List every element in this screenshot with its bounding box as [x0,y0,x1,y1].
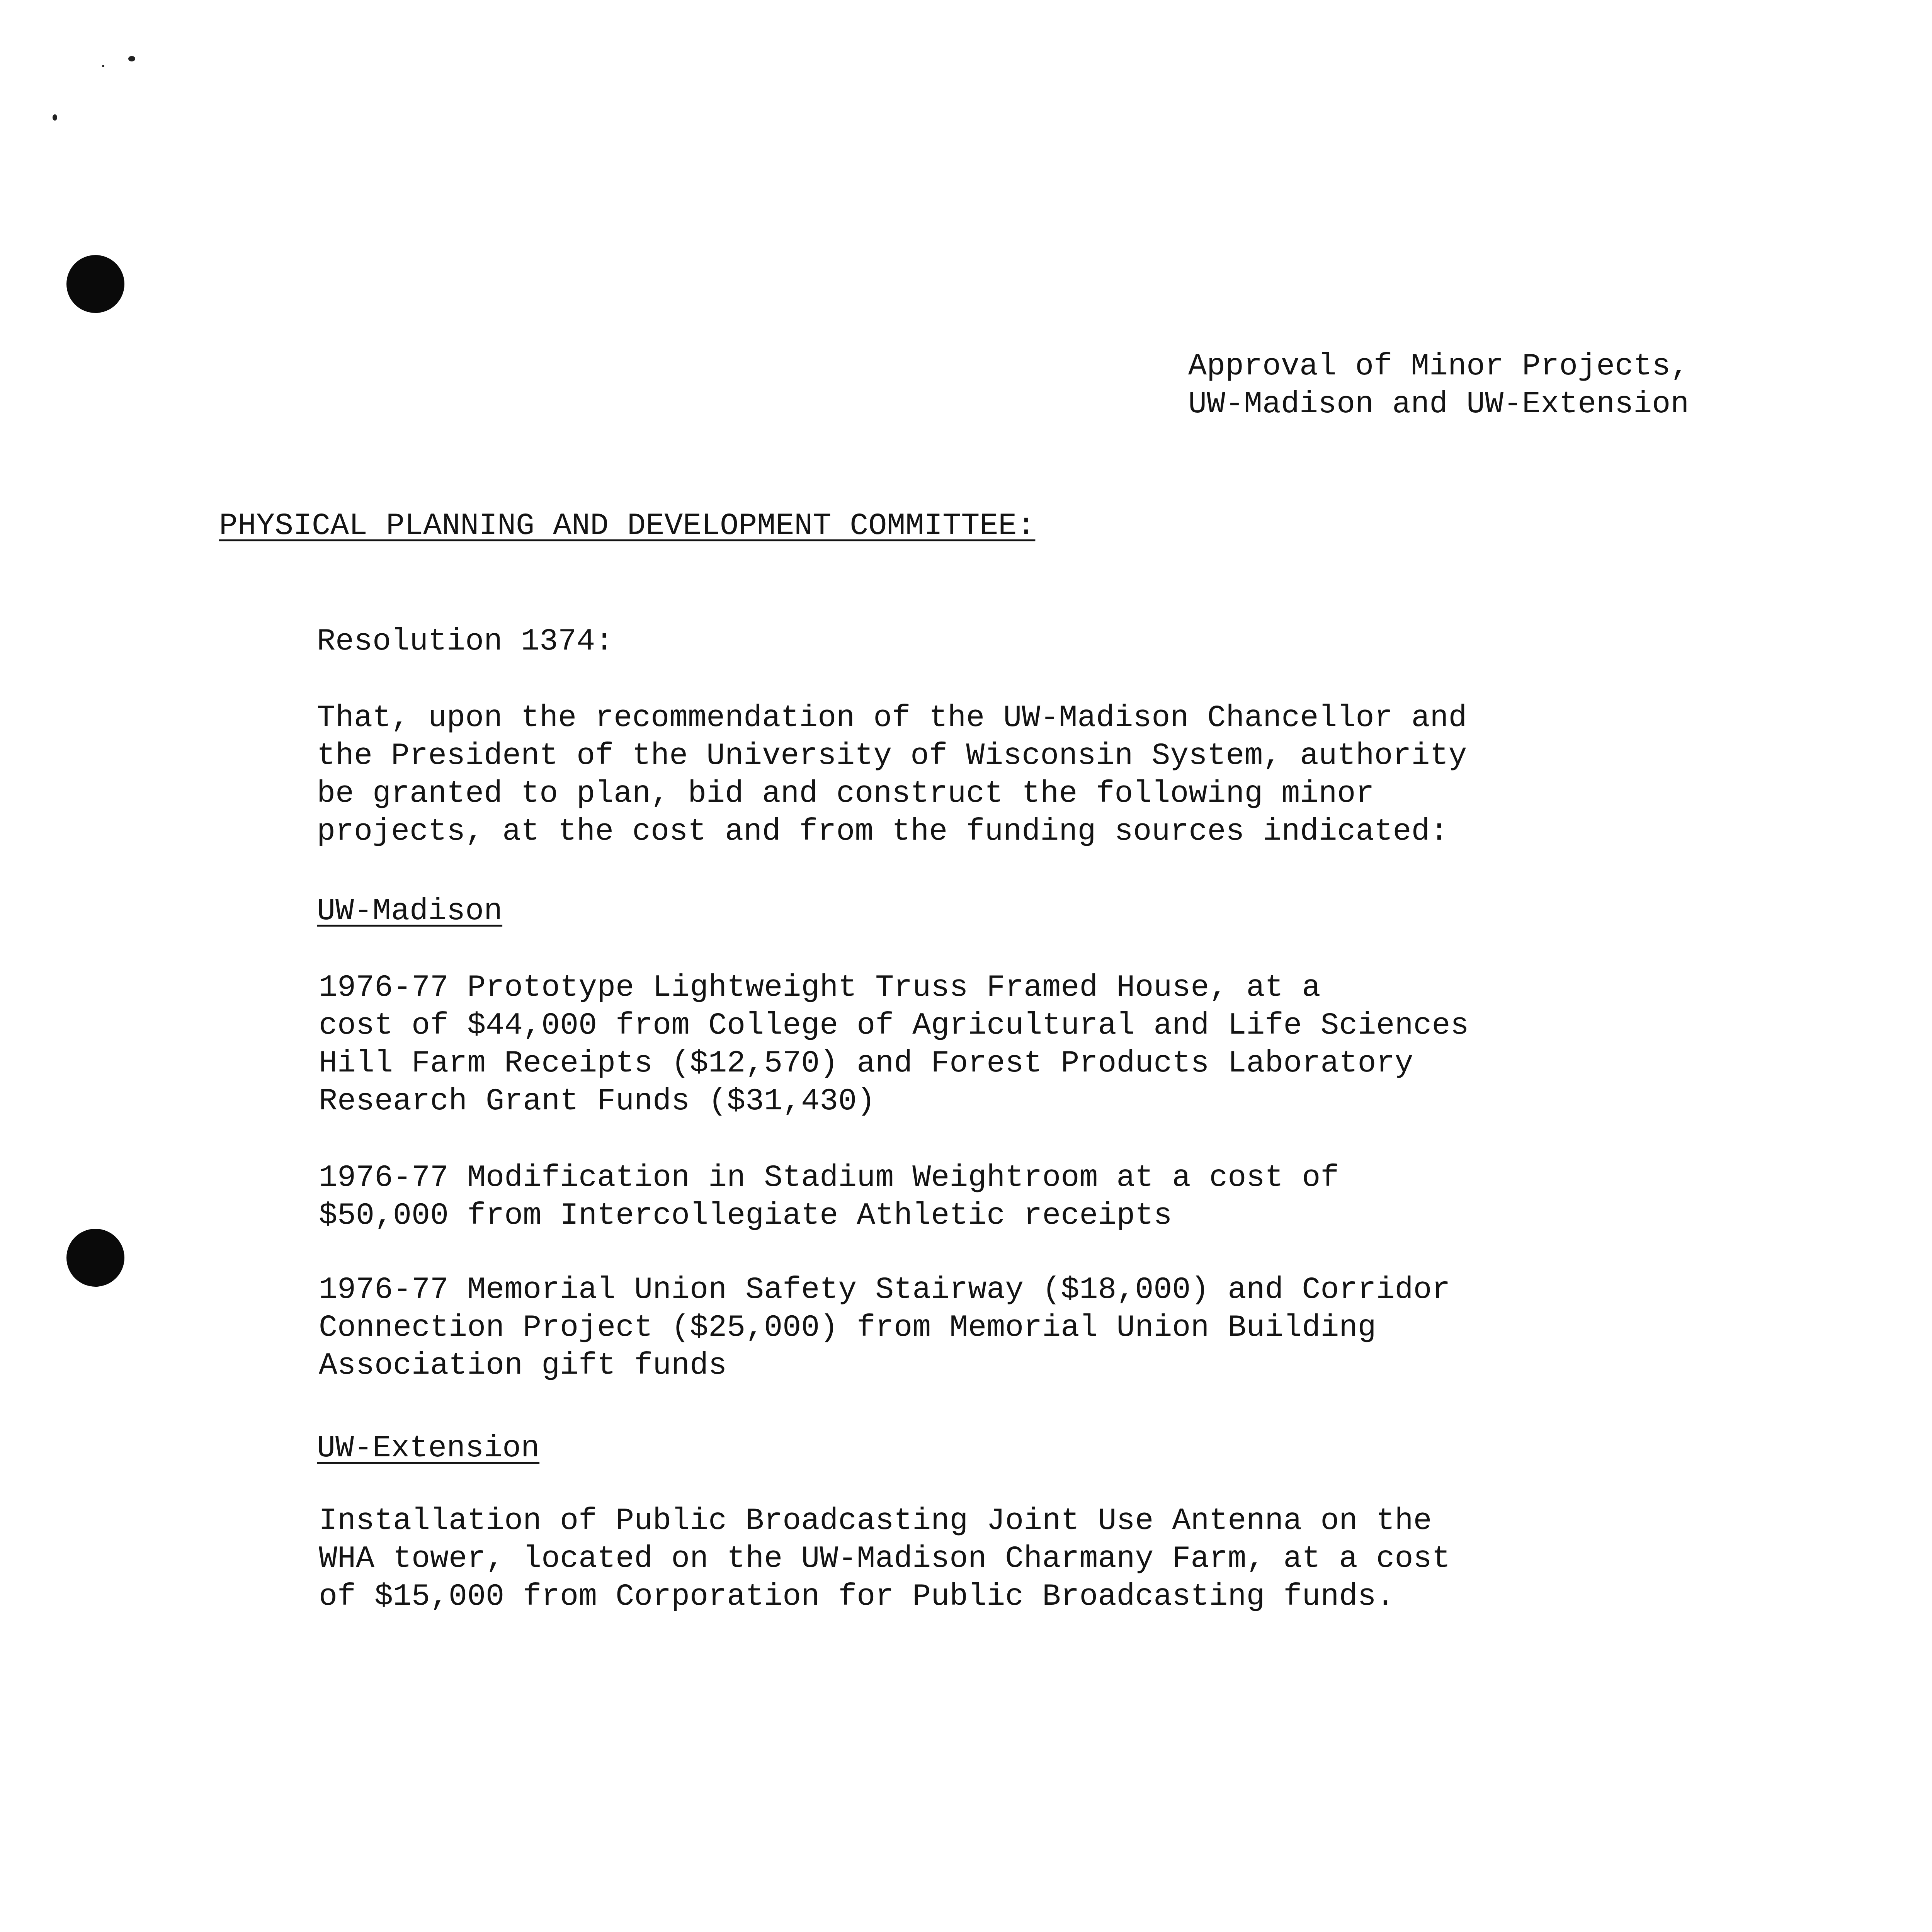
project-line: Connection Project ($25,000) from Memorial Union Building [319,1310,1376,1345]
project-line: Research Grant Funds ($31,430) [319,1084,876,1119]
project-line: 1976-77 Memorial Union Safety Stairway ($18,000) and Corridor [319,1272,1451,1308]
intro-line: projects, at the cost and from the funding sources indicated: [317,814,1449,849]
committee-heading: PHYSICAL PLANNING AND DEVELOPMENT COMMITTEE: [219,509,1036,544]
project-line: WHA tower, located on the UW-Madison Charmany Farm, at a cost [319,1541,1451,1577]
scan-speck [102,65,104,67]
intro-line: be granted to plan, bid and construct the following minor [317,776,1374,811]
project-line: Association gift funds [319,1348,727,1383]
project-line: Hill Farm Receipts ($12,570) and Forest Products Laboratory [319,1046,1413,1081]
project-line: Installation of Public Broadcasting Joint Use Antenna on the [319,1503,1432,1539]
scan-speck [53,114,57,121]
project-line: 1976-77 Prototype Lightweight Truss Framed House, at a [319,970,1321,1005]
section-heading-uw-extension: UW-Extension [317,1431,540,1466]
punch-hole-top [66,255,124,313]
project-line: of $15,000 from Corporation for Public Broadcasting funds. [319,1579,1395,1614]
section-heading-uw-madison: UW-Madison [317,894,503,929]
resolution-label: Resolution 1374: [317,624,614,659]
project-line: 1976-77 Modification in Stadium Weightroom at a cost of [319,1160,1339,1196]
document-title [1188,348,1689,423]
project-item [319,1502,1450,1616]
intro-line: That, upon the recommendation of the UW-Madison Chancellor and [317,701,1467,736]
scan-speck [128,56,135,61]
resolution-intro [317,699,1467,851]
title-line: Approval of Minor Projects, [1188,349,1689,384]
project-line: $50,000 from Intercollegiate Athletic receipts [319,1198,1172,1233]
title-line: UW-Madison and UW-Extension [1188,387,1689,422]
project-item [319,1271,1450,1385]
project-line: cost of $44,000 from College of Agricultural and Life Sciences [319,1008,1469,1043]
project-item [319,969,1469,1121]
project-item [319,1159,1339,1235]
intro-line: the President of the University of Wisconsin System, authority [317,738,1467,774]
punch-hole-middle [66,1229,124,1287]
